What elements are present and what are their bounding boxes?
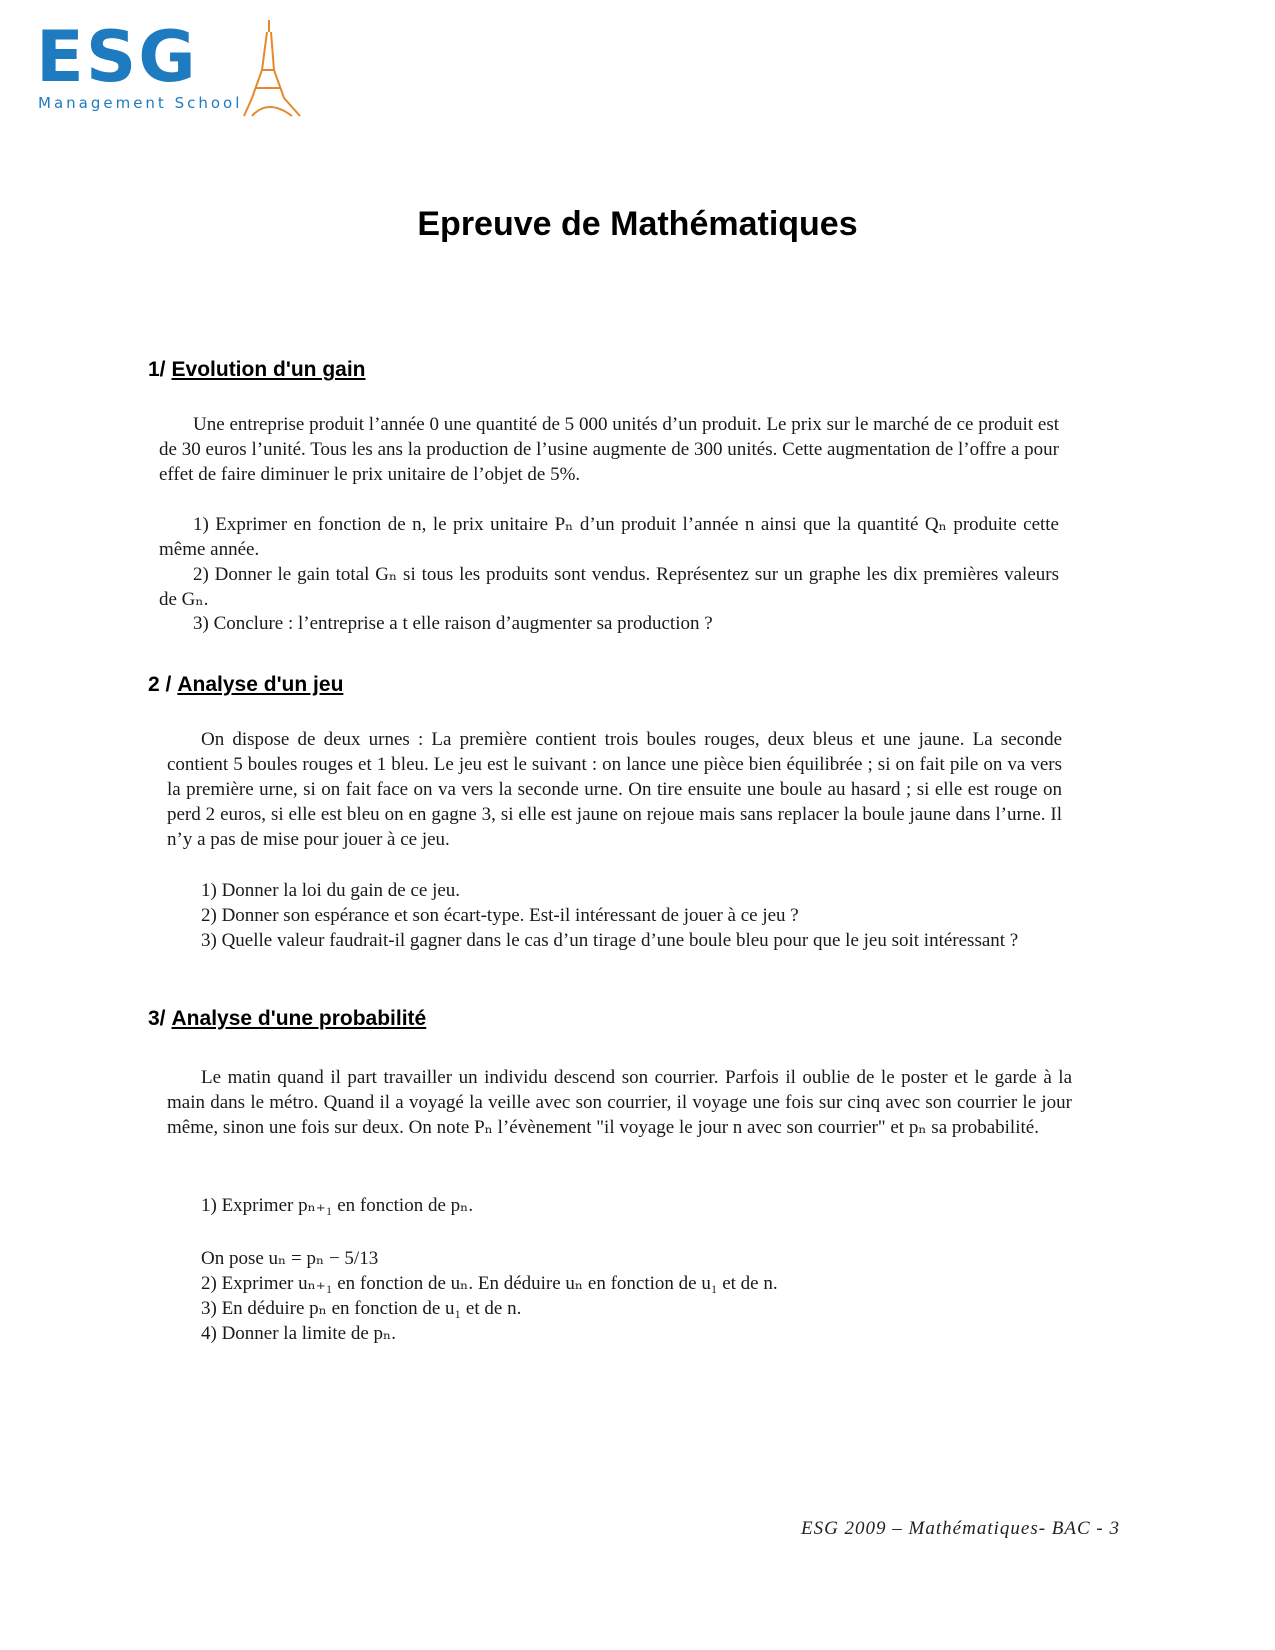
page-footer: ESG 2009 – Mathématiques- BAC - 3 bbox=[800, 1518, 1120, 1539]
section-2-question-3: 3) Quelle valeur faudrait-il gagner dans le cas d’un tirage d’une boule bleu pour que le jeu soit intéressant ? bbox=[201, 930, 1019, 951]
esg-logo bbox=[36, 18, 276, 118]
section-heading-3 bbox=[148, 1007, 426, 1031]
section-heading-1 bbox=[148, 358, 366, 382]
section-3-intro: Le matin quand il part travailler un individu descend son courrier. Parfois il oublie de le poster et le garde à la main dans le métro. Quand il a voyagé la veille avec son courrier, il voyage une fois sur cinq avec son courrier le jour même, sinon une fois sur deux. On note Pₙ l’évènement "il voyage le jour n avec son courrier" et pₙ sa probabilité. bbox=[167, 1067, 1072, 1138]
section-2-question-2: 2) Donner son espérance et son écart-type. Est-il intéressant de jouer à ce jeu ? bbox=[201, 905, 799, 926]
section-3-question-3: 3) En déduire pₙ en fonction de u₁ et de n. bbox=[201, 1298, 522, 1319]
section-1-question-3: 3) Conclure : l’entreprise a t elle raison d’augmenter sa production ? bbox=[193, 613, 713, 634]
section-title: Evolution d'un gain bbox=[171, 358, 366, 381]
section-heading-2 bbox=[148, 673, 343, 697]
section-3-question-4: 4) Donner la limite de pₙ. bbox=[201, 1323, 397, 1344]
section-1-question-2: 2) Donner le gain total Gₙ si tous les produits sont vendus. Représentez sur un graphe les dix premières valeurs de Gₙ. bbox=[159, 564, 1059, 610]
section-1-intro: Une entreprise produit l’année 0 une quantité de 5 000 unités d’un produit. Le prix sur le marché de ce produit est de 30 euros l’unité. Tous les ans la production de l’usine augmente de 300 unités. Cette augmentation de l’offre a pour effet de faire diminuer le prix unitaire de l’objet de 5%. bbox=[159, 414, 1059, 485]
logo-letters: ESG bbox=[36, 16, 198, 98]
logo-subtitle: Management School bbox=[38, 94, 243, 112]
page-title: Epreuve de Mathématiques bbox=[417, 205, 858, 243]
section-title: Analyse d'un jeu bbox=[177, 673, 344, 696]
section-number: 3/ bbox=[148, 1007, 166, 1030]
section-title: Analyse d'une probabilité bbox=[171, 1007, 427, 1030]
section-3-pose: On pose uₙ = pₙ − 5/13 bbox=[201, 1248, 379, 1269]
section-number: 1/ bbox=[148, 358, 166, 381]
section-3-question-1: 1) Exprimer pₙ₊₁ en fonction de pₙ. bbox=[201, 1195, 474, 1216]
section-number: 2 / bbox=[148, 673, 172, 696]
section-2-question-1: 1) Donner la loi du gain de ce jeu. bbox=[201, 880, 461, 901]
section-3-question-2: 2) Exprimer uₙ₊₁ en fonction de uₙ. En déduire uₙ en fonction de u₁ et de n. bbox=[201, 1273, 778, 1294]
section-2-intro: On dispose de deux urnes : La première contient trois boules rouges, deux bleus et une jaune. La seconde contient 5 boules rouges et 1 bleu. Le jeu est le suivant : on lance une pièce bien équilibrée ; si on fait pile on va vers la première urne, si on fait face on va vers la seconde urne. On tire ensuite une boule au hasard ; si elle est rouge on perd 2 euros, si elle est bleu on en gagne 3, si elle est jaune on rejoue mais sans replacer la boule jaune dans l’urne. Il n’y a pas de mise pour jouer à ce jeu. bbox=[167, 729, 1062, 850]
section-1-question-1: 1) Exprimer en fonction de n, le prix unitaire Pₙ d’un produit l’année n ainsi que la quantité Qₙ produite cette même année. bbox=[159, 514, 1059, 560]
